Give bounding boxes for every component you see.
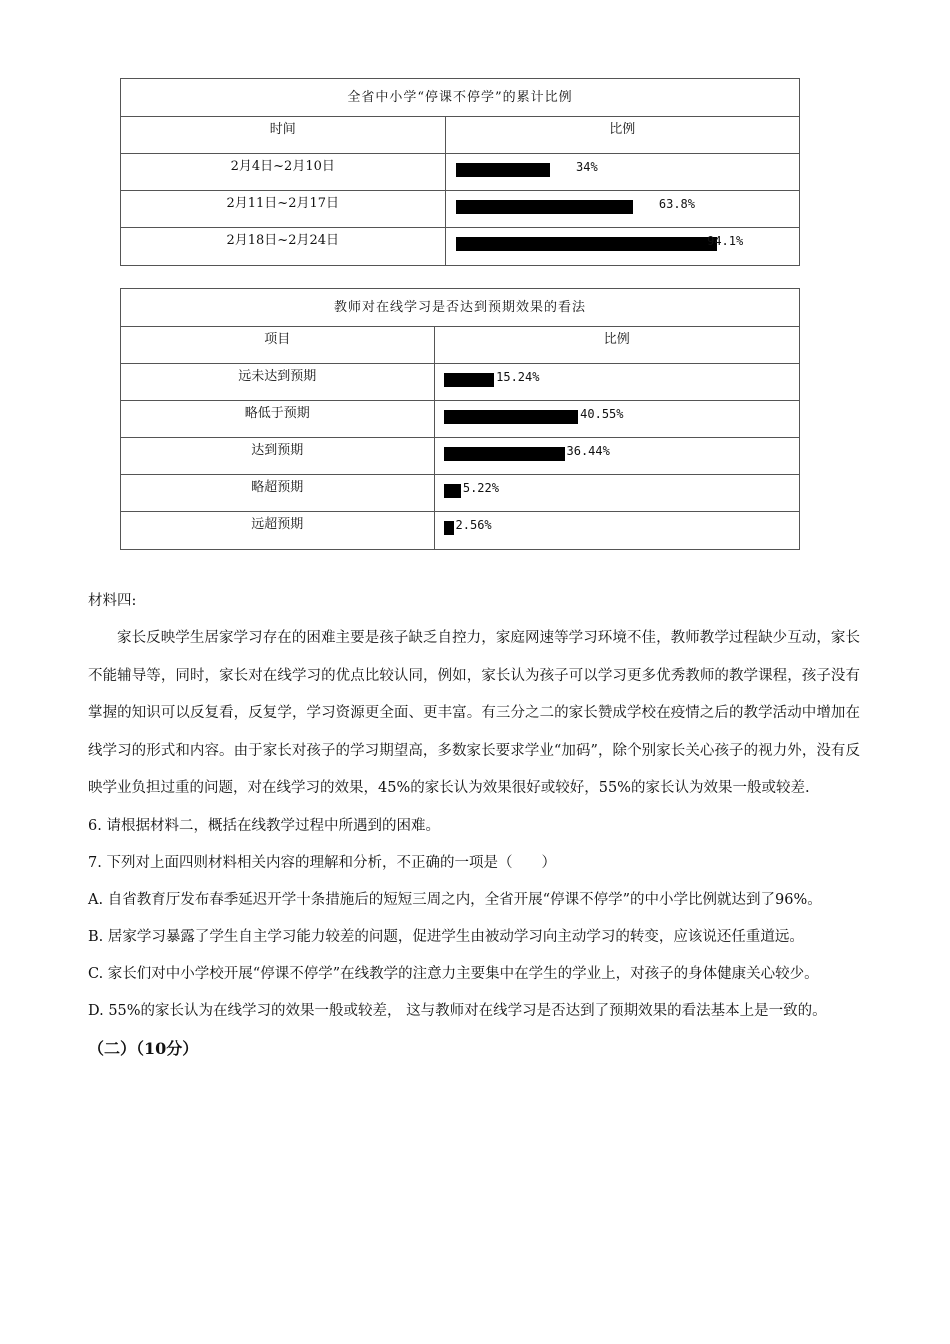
table-row <box>121 512 799 549</box>
table-title: 教师对在线学习是否达到预期效果的看法 <box>121 289 799 327</box>
ratio-bar <box>444 521 454 535</box>
row-label: 远超预期 <box>121 512 435 549</box>
table-row <box>121 364 799 401</box>
ratio-cell <box>446 228 799 265</box>
ratio-bar <box>444 447 565 461</box>
section-heading: （二）（10分） <box>88 1038 199 1058</box>
table-row <box>121 191 799 228</box>
cumulative-ratio-table <box>120 78 800 266</box>
table-row <box>121 401 799 438</box>
material-paragraph: 家长反映学生居家学习存在的困难主要是孩子缺乏自控力，家庭网速等学习环境不佳，教师教学过程缺少互动，家长不能辅导等，同时，家长对在线学习的优点比较认同，例如，家长认为孩子可以学习更多优秀教师的教学课程，孩子没有掌握的知识可以反复看，反复学，学习资源更全面、更丰富。有三分之二的家长赞成学校在疫情之后的教学活动中增加在线学习的形式和内容。由于家长对孩子的学习期望高，多数家长要求学业“加码”，除个别家长关心孩子的视力外，没有反映学业负担过重的问题，对在线学习的效果，45%的家长认为效果很好或较好，55%的家长认为效果一般或较差. <box>88 630 860 796</box>
ratio-cell <box>435 475 799 511</box>
ratio-bar <box>456 200 633 214</box>
teacher-opinion-table <box>120 288 800 550</box>
question-6: 6. 请根据材料二，概括在线教学过程中所遇到的困难。 <box>88 817 440 834</box>
ratio-value: 34% <box>576 160 598 174</box>
option-c: C. 家长们对中小学校开展“停课不停学”在线教学的注意力主要集中在学生的学业上，对孩子的身体健康关心较少。 <box>88 965 819 982</box>
ratio-value: 94.1% <box>707 234 744 248</box>
table-title: 全省中小学“停课不停学”的累计比例 <box>121 79 799 117</box>
option-d: D. 55%的家长认为在线学习的效果一般或较差， 这与教师对在线学习是否达到了预期效果的看法基本上是一致的。 <box>88 1002 827 1019</box>
ratio-value: 40.55% <box>580 407 624 421</box>
material-heading: 材料四: <box>88 593 137 609</box>
table-row <box>121 438 799 475</box>
table-row <box>121 154 799 191</box>
ratio-cell <box>446 191 799 227</box>
ratio-value: 36.44% <box>566 444 610 458</box>
table-row <box>121 475 799 512</box>
column-header-ratio: 比例 <box>603 332 630 347</box>
ratio-cell <box>435 438 799 474</box>
table-header-row <box>121 117 799 154</box>
material-four <box>88 583 860 1067</box>
row-label: 2月18日~2月24日 <box>121 228 446 265</box>
row-label: 略超预期 <box>121 475 435 511</box>
ratio-value: 63.8% <box>658 197 695 211</box>
ratio-bar <box>456 163 551 177</box>
ratio-value: 2.56% <box>455 518 492 532</box>
column-header-time: 时间 <box>121 117 446 153</box>
ratio-cell <box>435 364 799 400</box>
row-label: 达到预期 <box>121 438 435 474</box>
ratio-bar <box>444 373 495 387</box>
table-header-row <box>121 327 799 364</box>
column-header-item: 项目 <box>121 327 435 363</box>
ratio-cell <box>446 154 799 190</box>
option-a: A. 自省教育厅发布春季延迟开学十条措施后的短短三周之内，全省开展“停课不停学”的中小学比例就达到了96%。 <box>88 891 822 908</box>
ratio-value: 5.22% <box>462 481 499 495</box>
ratio-bar <box>444 484 461 498</box>
ratio-cell <box>435 512 799 549</box>
row-label: 略低于预期 <box>121 401 435 437</box>
option-b: B. 居家学习暴露了学生自主学习能力较差的问题，促进学生由被动学习向主动学习的转变，应该说还任重道远。 <box>88 928 804 945</box>
ratio-cell <box>435 401 799 437</box>
ratio-value: 15.24% <box>496 370 540 384</box>
ratio-bar <box>444 410 579 424</box>
question-7: 7. 下列对上面四则材料相关内容的理解和分析，不正确的一项是（ ） <box>88 854 556 871</box>
row-label: 远未达到预期 <box>121 364 435 400</box>
column-header-ratio: 比例 <box>609 122 636 137</box>
row-label: 2月11日~2月17日 <box>121 191 446 227</box>
table-row <box>121 228 799 265</box>
ratio-bar <box>456 237 718 251</box>
row-label: 2月4日~2月10日 <box>121 154 446 190</box>
